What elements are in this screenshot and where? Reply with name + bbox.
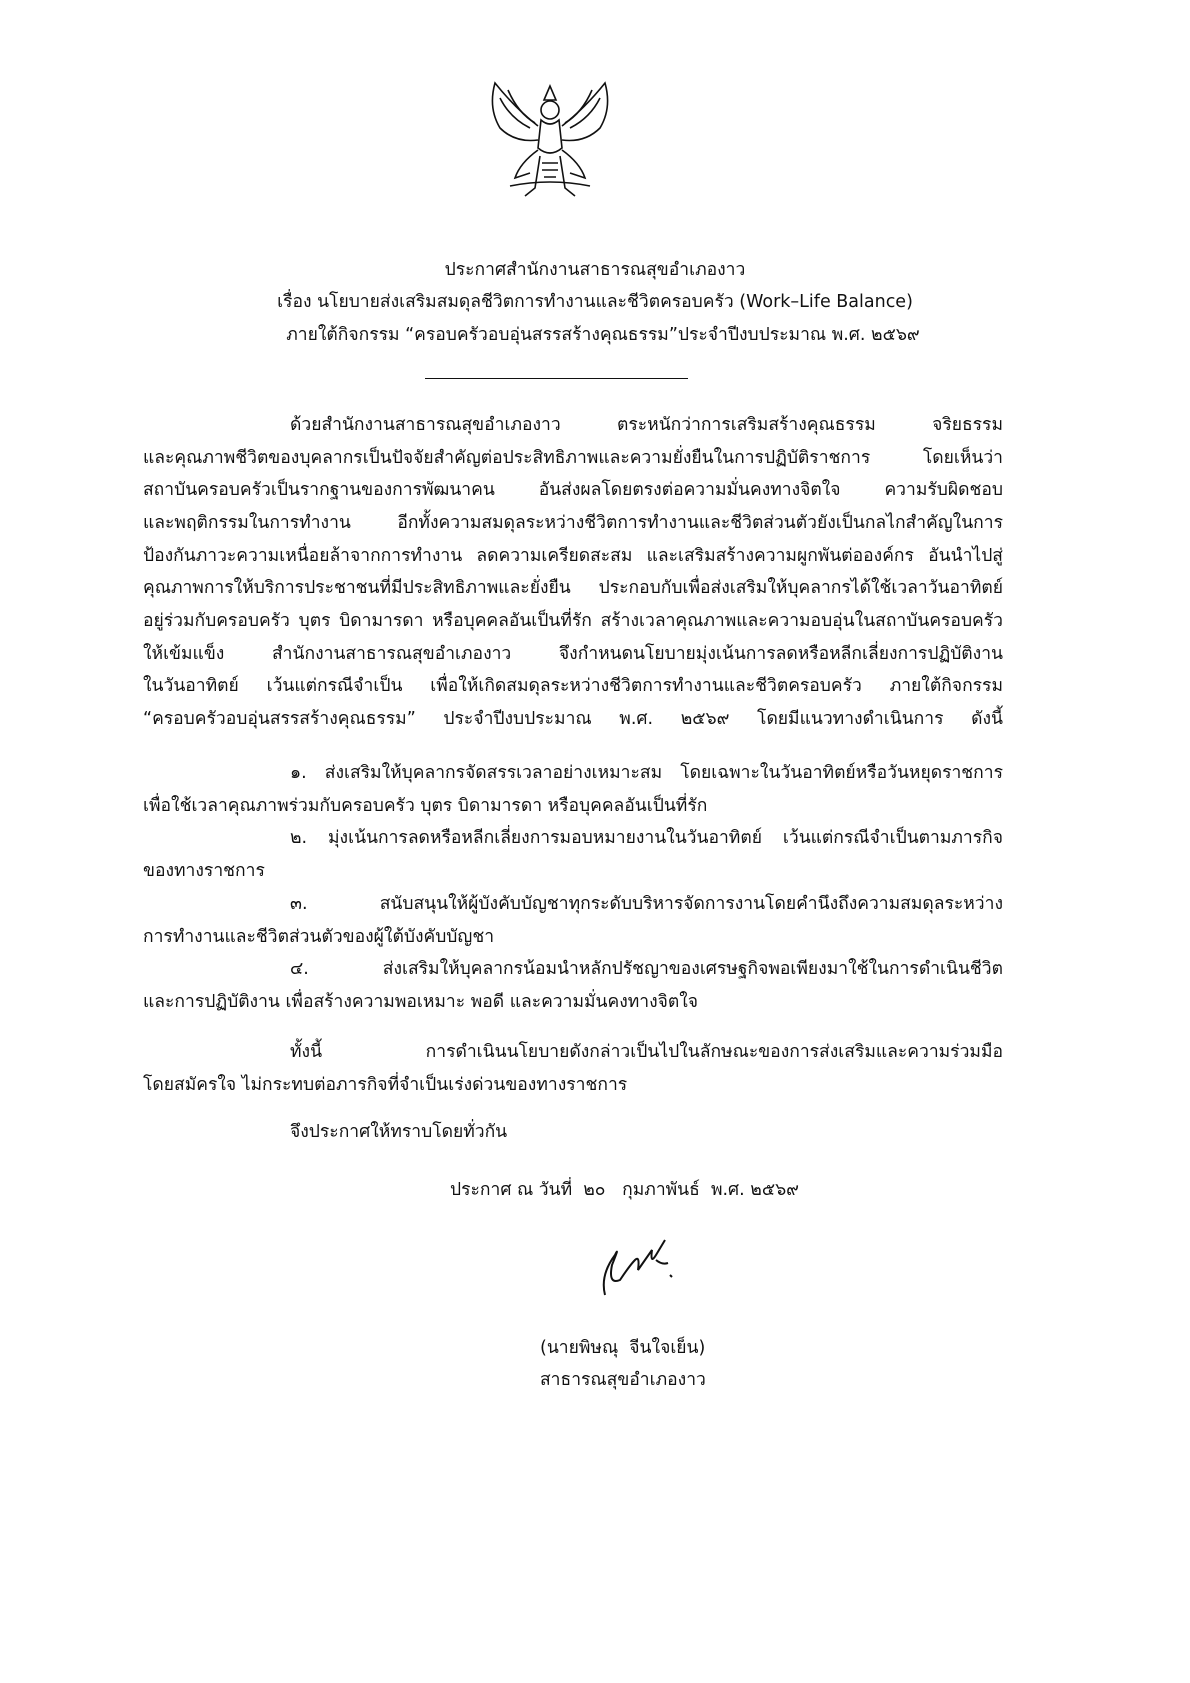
divider [425,378,688,379]
policy-item-2-cont: ของทางราชการ [143,861,265,881]
announcement-date: ประกาศ ณ วันที่ ๒๐ กุมภาพันธ์ พ.ศ. ๒๕๖๙ [450,1180,799,1200]
body-line: “ครอบครัวอบอุ่นสรรสร้างคุณธรรม” ประจำปีงบประมาณ พ.ศ. ๒๕๖๙ โดยมีแนวทางดำเนินการ ดังนี้ [143,709,1003,729]
policy-item-3-cont: การทำงานและชีวิตส่วนตัวของผู้ใต้บังคับบัญชา [143,927,495,947]
body-line: ป้องกันภาวะความเหนื่อยล้าจากการทำงาน ลดความเครียดสะสม และเสริมสร้างความผูกพันต่อองค์กร อันนำไปสู่ [143,546,1003,566]
announcement-title: ประกาศสำนักงานสาธารณสุขอำเภองาว [444,260,746,280]
policy-item-4: ๔. ส่งเสริมให้บุคลากรน้อมนำหลักปรัชญาของเศรษฐกิจพอเพียงมาใช้ในการดำเนินชีวิต [290,959,1003,979]
announcement-activity: ภายใต้กิจกรรม “ครอบครัวอบอุ่นสรรสร้างคุณธรรม”ประจำปีงบประมาณ พ.ศ. ๒๕๖๙ [286,325,920,345]
policy-item-4-cont: และการปฏิบัติงาน เพื่อสร้างความพอเหมาะ พอดี และความมั่นคงทางจิตใจ [143,992,699,1012]
note-line: ทั้งนี้ การดำเนินนโยบายดังกล่าวเป็นไปในลักษณะของการส่งเสริมและความร่วมมือ [290,1042,1003,1062]
body-line: อยู่ร่วมกับครอบครัว บุตร บิดามารดา หรือบุคคลอันเป็นที่รัก สร้างเวลาคุณภาพและความอบอุ่นในสถาบันครอบครัว [143,611,1003,631]
policy-item-3: ๓. สนับสนุนให้ผู้บังคับบัญชาทุกระดับบริหารจัดการงานโดยคำนึงถึงความสมดุลระหว่าง [290,894,1003,914]
policy-item-1-cont: เพื่อใช้เวลาคุณภาพร่วมกับครอบครัว บุตร บิดามารดา หรือบุคคลอันเป็นที่รัก [143,796,708,816]
body-line: คุณภาพการให้บริการประชาชนที่มีประสิทธิภาพและยั่งยืน ประกอบกับเพื่อส่งเสริมให้บุคลากรได้ใช้เวลาวันอาทิตย์ [143,578,1003,598]
signature [590,1235,690,1305]
policy-item-2: ๒. มุ่งเน้นการลดหรือหลีกเลี่ยงการมอบหมายงานในวันอาทิตย์ เว้นแต่กรณีจำเป็นตามภารกิจ [290,828,1003,848]
signer-name: (นายพิษณุ จีนใจเย็น) [540,1338,706,1358]
body-line: ด้วยสำนักงานสาธารณสุขอำเภองาว ตระหนักว่าการเสริมสร้างคุณธรรม จริยธรรม [290,415,1003,435]
body-line: ให้เข้มแข็ง สำนักงานสาธารณสุขอำเภองาว จึงกำหนดนโยบายมุ่งเน้นการลดหรือหลีกเลี่ยงการปฏิบัติงาน [143,644,1003,664]
signer-position: สาธารณสุขอำเภองาว [540,1370,706,1390]
body-line: และพฤติกรรมในการทำงาน อีกทั้งความสมดุลระหว่างชีวิตการทำงานและชีวิตส่วนตัวยังเป็นกลไกสำคัญในการ [143,513,1003,533]
announcement-subject: เรื่อง นโยบายส่งเสริมสมดุลชีวิตการทำงานและชีวิตครอบครัว (Work–Life Balance) [277,292,913,312]
closing-statement: จึงประกาศให้ทราบโดยทั่วกัน [290,1122,508,1142]
body-line: ในวันอาทิตย์ เว้นแต่กรณีจำเป็น เพื่อให้เกิดสมดุลระหว่างชีวิตการทำงานและชีวิตครอบครัว ภายใต้กิจกรรม [143,676,1003,696]
policy-item-1: ๑. ส่งเสริมให้บุคลากรจัดสรรเวลาอย่างเหมาะสม โดยเฉพาะในวันอาทิตย์หรือวันหยุดราชการ [290,763,1003,783]
body-line: สถาบันครอบครัวเป็นรากฐานของการพัฒนาคน อันส่งผลโดยตรงต่อความมั่นคงทางจิตใจ ความรับผิดชอบ [143,480,1003,500]
note-line-cont: โดยสมัครใจ ไม่กระทบต่อภารกิจที่จำเป็นเร่งด่วนของทางราชการ [143,1075,628,1095]
garuda-emblem [480,78,620,203]
body-line: และคุณภาพชีวิตของบุคลากรเป็นปัจจัยสำคัญต่อประสิทธิภาพและความยั่งยืนในการปฏิบัติราชการ โดยเห็นว่า [143,448,1003,468]
